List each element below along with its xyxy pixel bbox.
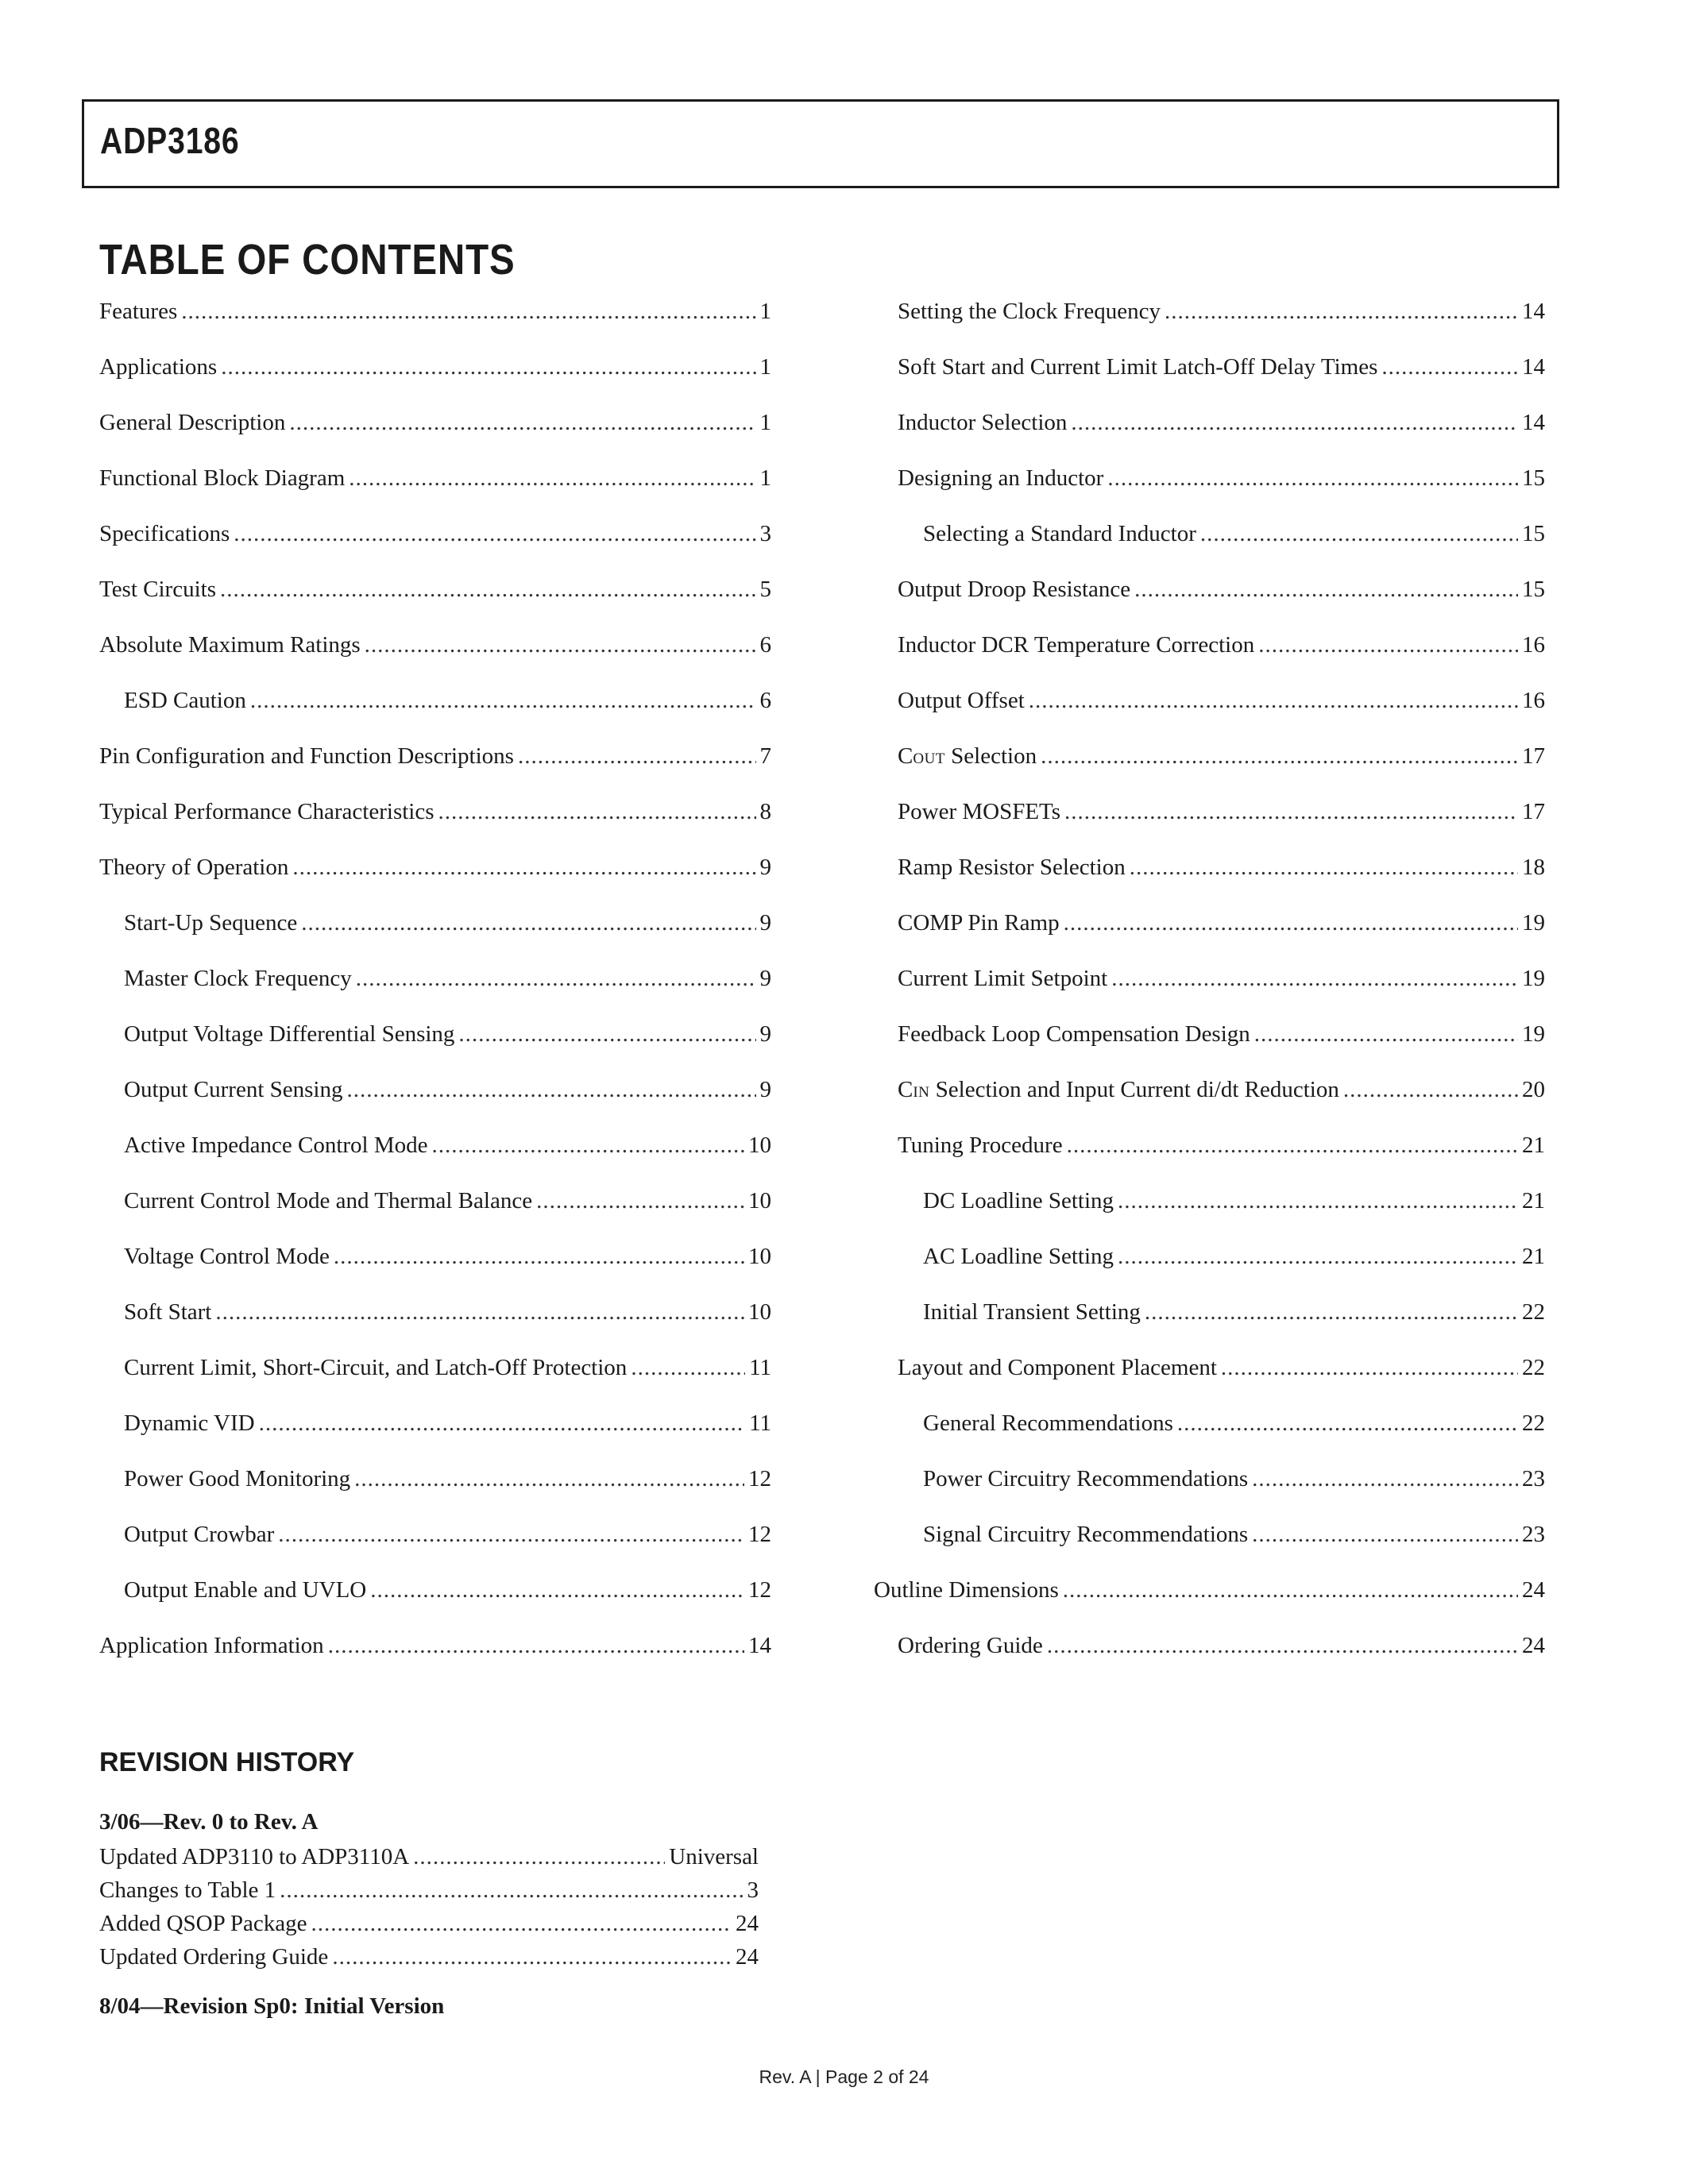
toc-entry-page: 21 (1522, 1133, 1545, 1158)
toc-entry[interactable] (874, 855, 1545, 910)
toc-entry-page: 15 (1522, 577, 1545, 602)
dot-leader (432, 1133, 744, 1159)
toc-entry[interactable] (874, 1188, 1545, 1244)
toc-entry[interactable] (874, 1633, 1545, 1688)
dot-leader (1063, 1577, 1518, 1603)
toc-entry-page: 16 (1522, 632, 1545, 658)
toc-entry[interactable] (99, 1188, 771, 1244)
dot-leader (250, 688, 756, 714)
toc-entry-label-tail: Selection (944, 743, 1037, 769)
toc-entry[interactable] (99, 743, 771, 799)
toc-entry-label: Updated ADP3110 to ADP3110A (99, 1844, 410, 1870)
toc-entry-label: Selecting a Standard Inductor (923, 521, 1196, 546)
dot-leader (1118, 1188, 1518, 1214)
toc-entry-label: Output Droop Resistance (898, 577, 1131, 602)
toc-entry-page: 10 (748, 1244, 771, 1269)
toc-entry[interactable] (99, 1244, 771, 1299)
toc-entry-page: 23 (1522, 1522, 1545, 1547)
toc-entry[interactable] (874, 1466, 1545, 1522)
dot-leader (1029, 688, 1518, 714)
toc-entry[interactable] (99, 799, 771, 855)
toc-entry[interactable] (99, 688, 771, 743)
dot-leader (1177, 1410, 1518, 1437)
dot-leader (1381, 354, 1518, 380)
toc-entry[interactable] (874, 1299, 1545, 1355)
toc-entry-page: 15 (1522, 521, 1545, 546)
dot-leader (332, 1944, 732, 1970)
dot-leader (1071, 410, 1518, 436)
toc-entry-label: General Description (99, 410, 286, 435)
toc-entry-page: 17 (1522, 743, 1545, 769)
revision-entry (99, 1911, 759, 1944)
dot-leader (1134, 577, 1518, 603)
toc-entry-page: 24 (1522, 1633, 1545, 1658)
toc-entry-label: Layout and Component Placement (898, 1355, 1217, 1380)
toc-entry-label: Current Control Mode and Thermal Balance (124, 1188, 533, 1214)
toc-entry-label: Outline Dimensions (874, 1577, 1059, 1603)
dot-leader (1221, 1355, 1518, 1381)
toc-entry-page: 3 (759, 521, 771, 546)
toc-entry-page: 17 (1522, 799, 1545, 824)
toc-entry[interactable] (874, 688, 1545, 743)
toc-entry[interactable] (874, 1577, 1545, 1633)
dot-leader (1145, 1299, 1518, 1325)
header-title: ADP3186 (100, 120, 240, 161)
toc-entry[interactable] (874, 1021, 1545, 1077)
dot-leader (1064, 799, 1518, 825)
toc-entry-page: 9 (759, 910, 771, 936)
dot-leader (1064, 910, 1518, 936)
toc-entry-page: 1 (759, 465, 771, 491)
dot-leader (1118, 1244, 1518, 1270)
toc-entry[interactable] (99, 1466, 771, 1522)
toc-entry-label: Pin Configuration and Function Descriptions (99, 743, 514, 769)
toc-entry-page: 11 (749, 1410, 771, 1436)
dot-leader (234, 521, 755, 547)
toc-right-column (874, 299, 1545, 1688)
toc-entry-label: AC Loadline Setting (923, 1244, 1114, 1269)
toc-entry[interactable] (99, 1299, 771, 1355)
toc-entry[interactable] (99, 1522, 771, 1577)
toc-entry[interactable] (874, 354, 1545, 410)
toc-entry-page: 24 (1522, 1577, 1545, 1603)
toc-entry[interactable] (99, 1410, 771, 1466)
toc-entry-page: 15 (1522, 465, 1545, 491)
revision-entry (99, 1844, 759, 1877)
toc-entry-page: 16 (1522, 688, 1545, 713)
toc-entry-label: Updated Ordering Guide (99, 1944, 329, 1970)
toc-entry-page: 24 (736, 1911, 759, 1936)
toc-entry-page: 12 (748, 1466, 771, 1491)
toc-entry[interactable] (874, 521, 1545, 577)
toc-entry[interactable] (874, 743, 1545, 799)
toc-entry-label: Application Information (99, 1633, 324, 1658)
toc-entry[interactable] (874, 966, 1545, 1021)
toc-entry-label: Feedback Loop Compensation Design (898, 1021, 1250, 1047)
toc-entry-label: Output Current Sensing (124, 1077, 343, 1102)
dot-leader (215, 1299, 744, 1325)
dot-leader (365, 632, 756, 658)
dot-leader (292, 855, 755, 881)
dot-leader (349, 465, 755, 492)
toc-entry-page: 18 (1522, 855, 1545, 880)
toc-entry[interactable] (874, 1522, 1545, 1577)
toc-entry-label: General Recommendations (923, 1410, 1173, 1436)
toc-entry-label: Start-Up Sequence (124, 910, 298, 936)
toc-entry[interactable] (874, 1410, 1545, 1466)
revision-sp0-title: 8/04—Revision Sp0: Initial Version (99, 1993, 445, 2019)
dot-leader (1200, 521, 1518, 547)
dot-leader (354, 1466, 744, 1492)
toc-entry[interactable] (874, 799, 1545, 855)
toc-entry-label: Signal Circuitry Recommendations (923, 1522, 1249, 1547)
toc-entry-page: 23 (1522, 1466, 1545, 1491)
toc-entry[interactable] (99, 299, 771, 354)
dot-leader (1165, 299, 1518, 325)
toc-entry-label: Output Voltage Differential Sensing (124, 1021, 455, 1047)
dot-leader (458, 1021, 755, 1048)
toc-entry-label: Features (99, 299, 178, 324)
dot-leader (1111, 966, 1518, 992)
dot-leader (631, 1355, 745, 1381)
toc-entry-label: Current Limit Setpoint (898, 966, 1108, 991)
dot-leader (1067, 1133, 1518, 1159)
toc-left-column (99, 299, 771, 1688)
toc-entry-label: Functional Block Diagram (99, 465, 346, 491)
toc-entry-page: 8 (759, 799, 771, 824)
dot-leader (1041, 743, 1518, 770)
toc-entry[interactable] (99, 1021, 771, 1077)
toc-entry-label: Applications (99, 354, 218, 380)
dot-leader (1254, 1021, 1518, 1048)
header-box (82, 99, 1559, 188)
toc-entry[interactable] (99, 855, 771, 910)
toc-entry[interactable] (874, 577, 1545, 632)
toc-entry[interactable] (99, 1355, 771, 1410)
toc-entry-label: Initial Transient Setting (923, 1299, 1141, 1325)
toc-entry-label-main: C (898, 743, 914, 769)
dot-leader (259, 1410, 745, 1437)
toc-heading: TABLE OF CONTENTS (99, 236, 516, 284)
dot-leader (347, 1077, 756, 1103)
toc-entry[interactable] (99, 521, 771, 577)
dot-leader (1047, 1633, 1518, 1659)
dot-leader (278, 1522, 744, 1548)
toc-entry-page: 22 (1522, 1299, 1545, 1325)
dot-leader (289, 410, 755, 436)
toc-entry-label: ESD Caution (124, 688, 246, 713)
toc-entry-label: Master Clock Frequency (124, 966, 352, 991)
toc-entry-label: Current Limit, Short-Circuit, and Latch-Off Protection (124, 1355, 628, 1380)
toc-entry-page: 14 (1522, 410, 1545, 435)
toc-entry[interactable] (99, 410, 771, 465)
revision-a-title: 3/06—Rev. 0 to Rev. A (99, 1809, 319, 1835)
toc-entry-label: Added QSOP Package (99, 1911, 307, 1936)
toc-entry[interactable] (99, 1577, 771, 1633)
toc-entry-page: 20 (1522, 1077, 1545, 1102)
dot-leader (334, 1244, 744, 1270)
toc-entry-label: Tuning Procedure (898, 1133, 1063, 1158)
dot-leader (1343, 1077, 1518, 1103)
toc-entry[interactable] (99, 966, 771, 1021)
toc-entry-label: Theory of Operation (99, 855, 289, 880)
toc-entry[interactable] (874, 1355, 1545, 1410)
toc-entry[interactable] (874, 1133, 1545, 1188)
toc-entry-label: Specifications (99, 521, 230, 546)
toc-entry-label: COMP Pin Ramp (898, 910, 1060, 936)
toc-entry-page: 12 (748, 1522, 771, 1547)
toc-entry-page: 9 (759, 1077, 771, 1102)
toc-entry-page: 9 (759, 966, 771, 991)
toc-entry-page: 21 (1522, 1188, 1545, 1214)
toc-entry-label: Power Circuitry Recommendations (923, 1466, 1249, 1491)
toc-entry-label: Designing an Inductor (898, 465, 1104, 491)
toc-entry[interactable] (874, 465, 1545, 521)
dot-leader (1252, 1466, 1518, 1492)
toc-entry-label: Test Circuits (99, 577, 216, 602)
revision-entry (99, 1944, 759, 1978)
toc-entry-page: 3 (747, 1877, 759, 1903)
toc-entry-page: 21 (1522, 1244, 1545, 1269)
toc-entry[interactable] (99, 1077, 771, 1133)
toc-entry[interactable] (99, 465, 771, 521)
toc-entry-page: 22 (1522, 1355, 1545, 1380)
toc-entry-page: 19 (1522, 1021, 1545, 1047)
toc-entry-label: Setting the Clock Frequency (898, 299, 1161, 324)
toc-entry-label: Ordering Guide (898, 1633, 1043, 1658)
toc-entry[interactable] (874, 632, 1545, 688)
toc-entry-label: Soft Start and Current Limit Latch-Off Delay Times (898, 354, 1378, 380)
dot-leader (220, 577, 756, 603)
toc-entry[interactable] (99, 354, 771, 410)
dot-leader (221, 354, 755, 380)
toc-entry[interactable] (874, 299, 1545, 354)
toc-entry-label: Ramp Resistor Selection (898, 855, 1126, 880)
toc-entry[interactable] (874, 1077, 1545, 1133)
toc-entry-page: 5 (759, 577, 771, 602)
toc-entry-page: 10 (748, 1188, 771, 1214)
toc-entry-label (898, 1077, 1339, 1103)
toc-entry-page: 10 (748, 1299, 771, 1325)
toc-entry-label: Inductor DCR Temperature Correction (898, 632, 1255, 658)
toc-entry-page: 12 (748, 1577, 771, 1603)
toc-entry-page: 19 (1522, 910, 1545, 936)
toc-entry-label: Power MOSFETs (898, 799, 1061, 824)
toc-entry-page: 14 (1522, 299, 1545, 324)
revision-history-heading: REVISION HISTORY (99, 1747, 355, 1777)
toc-entry-label: Power Good Monitoring (124, 1466, 351, 1491)
toc-entry-label: Changes to Table 1 (99, 1877, 276, 1903)
dot-leader (328, 1633, 744, 1659)
toc-entry-page: 9 (759, 855, 771, 880)
toc-entry[interactable] (99, 632, 771, 688)
toc-entry-label: Output Crowbar (124, 1522, 275, 1547)
toc-entry-page: Universal (669, 1844, 759, 1870)
toc-entry[interactable] (874, 1244, 1545, 1299)
toc-entry-page: 14 (748, 1633, 771, 1658)
dot-leader (1130, 855, 1518, 881)
toc-entry-page: 6 (759, 632, 771, 658)
toc-entry-label: Output Enable and UVLO (124, 1577, 367, 1603)
dot-leader (413, 1844, 665, 1870)
toc-entry[interactable] (99, 910, 771, 966)
toc-entry-label (898, 743, 1037, 770)
dot-leader (1252, 1522, 1518, 1548)
toc-entry-label: Active Impedance Control Mode (124, 1133, 428, 1158)
toc-entry-label-subscript: IN (913, 1084, 930, 1101)
toc-entry-page: 6 (759, 688, 771, 713)
dot-leader (438, 799, 756, 825)
dot-leader (370, 1577, 744, 1603)
toc-entry-page: 1 (759, 410, 771, 435)
toc-entry[interactable] (99, 577, 771, 632)
toc-entry-label: Output Offset (898, 688, 1025, 713)
toc-entry-label: Absolute Maximum Ratings (99, 632, 361, 658)
toc-entry-page: 22 (1522, 1410, 1545, 1436)
dot-leader (280, 1877, 743, 1904)
dot-leader (311, 1911, 732, 1937)
dot-leader (301, 910, 755, 936)
dot-leader (1107, 465, 1518, 492)
toc-entry-page: 7 (759, 743, 771, 769)
revision-entry (99, 1877, 759, 1911)
toc-entry-page: 11 (749, 1355, 771, 1380)
dot-leader (536, 1188, 744, 1214)
toc-entry[interactable] (99, 1133, 771, 1188)
toc-entry-page: 24 (736, 1944, 759, 1970)
toc-entry-page: 9 (759, 1021, 771, 1047)
toc-entry-page: 19 (1522, 966, 1545, 991)
toc-entry[interactable] (874, 410, 1545, 465)
dot-leader (518, 743, 756, 770)
toc-entry-page: 10 (748, 1133, 771, 1158)
toc-entry-label: DC Loadline Setting (923, 1188, 1114, 1214)
toc-entry-label-main: C (898, 1077, 914, 1102)
toc-entry-label: Voltage Control Mode (124, 1244, 330, 1269)
toc-entry-label: Dynamic VID (124, 1410, 255, 1436)
toc-entry[interactable] (874, 910, 1545, 966)
toc-entry-page: 1 (759, 354, 771, 380)
toc-entry-label-tail: Selection and Input Current di/dt Reduction (929, 1077, 1339, 1102)
toc-entry-label: Soft Start (124, 1299, 212, 1325)
revision-a-list (99, 1844, 759, 1978)
toc-entry-label-subscript: OUT (913, 751, 945, 767)
dot-leader (356, 966, 756, 992)
toc-entry[interactable] (99, 1633, 771, 1688)
page-footer: Rev. A | Page 2 of 24 (759, 2066, 929, 2087)
dot-leader (1258, 632, 1518, 658)
toc-entry-label: Typical Performance Characteristics (99, 799, 435, 824)
dot-leader (181, 299, 755, 325)
toc-entry-page: 1 (759, 299, 771, 324)
toc-entry-page: 14 (1522, 354, 1545, 380)
toc-entry-label: Inductor Selection (898, 410, 1068, 435)
